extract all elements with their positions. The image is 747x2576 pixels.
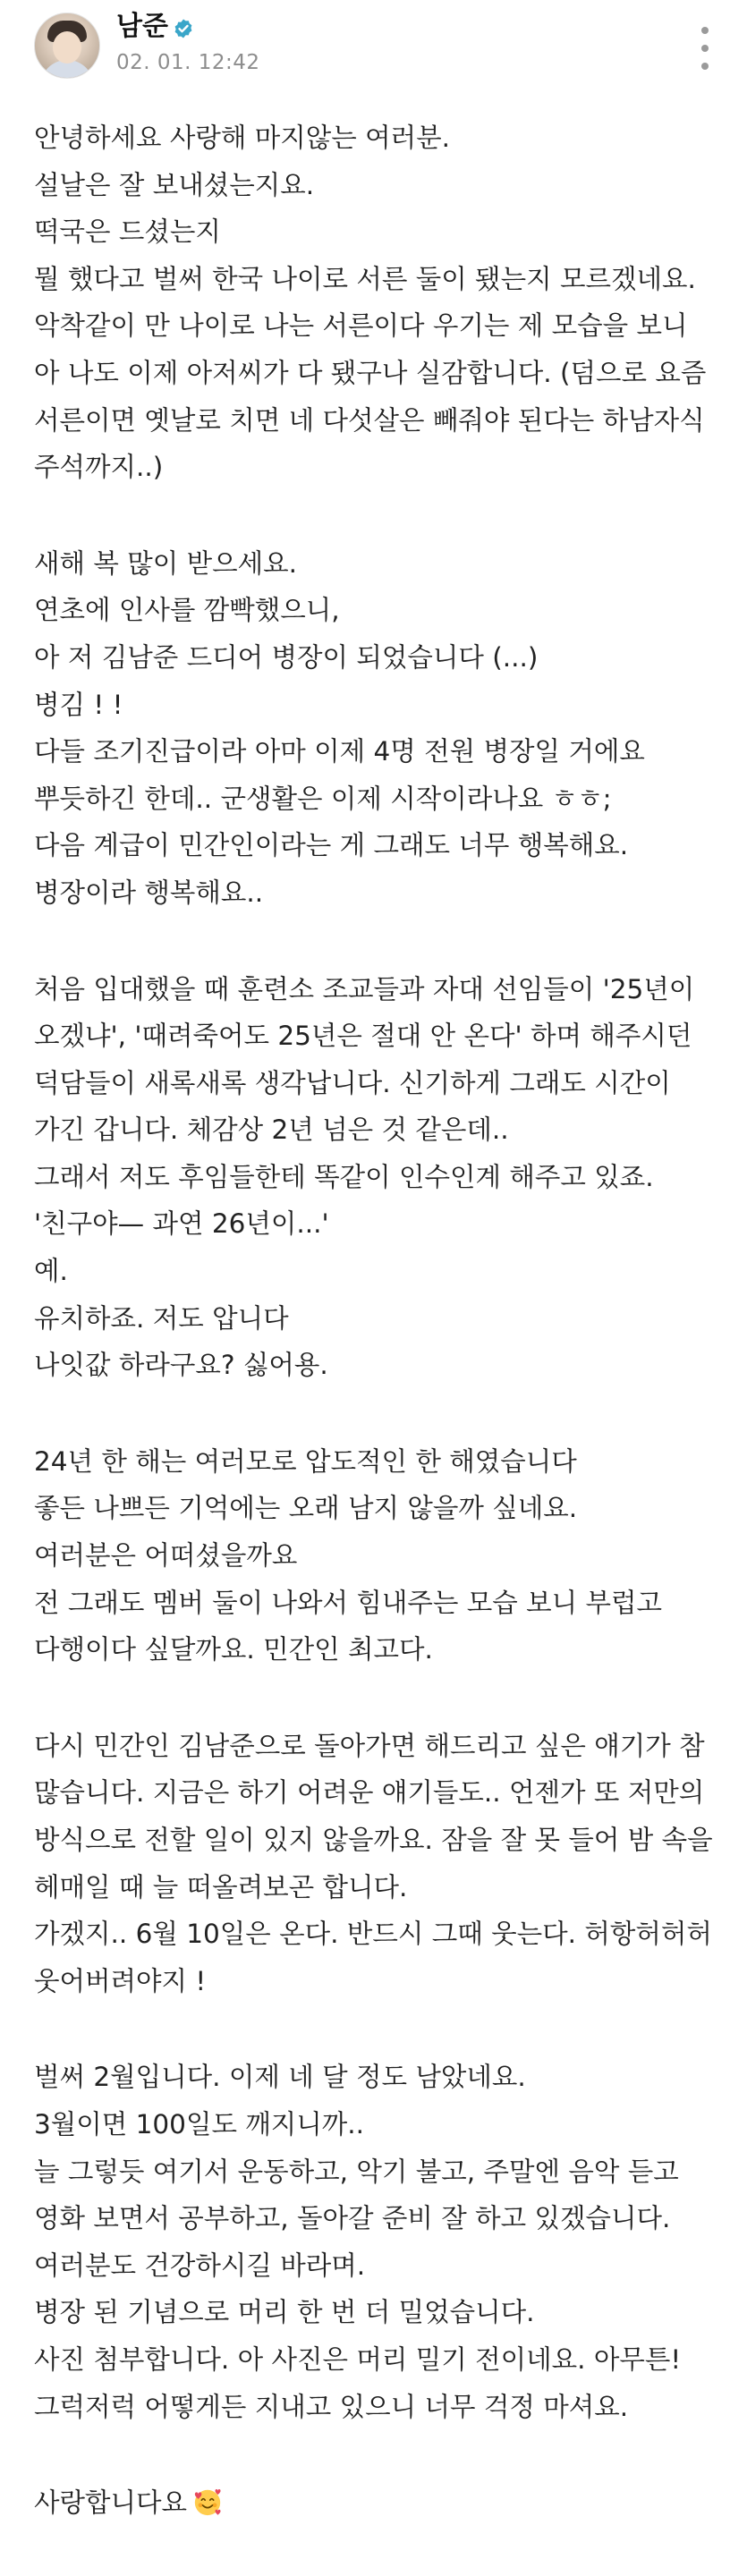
post-text-line — [34, 114, 741, 162]
post-text-line — [34, 397, 741, 445]
post-text-line — [34, 208, 741, 256]
post-paragraph — [34, 2479, 741, 2527]
author-name[interactable]: 남준 — [116, 11, 168, 42]
post-text: 주석까지..) — [34, 452, 164, 483]
post-text-line — [34, 869, 741, 917]
post-text-line — [34, 444, 741, 491]
post-text-line — [34, 1248, 741, 1295]
post-text-line — [34, 1958, 741, 2005]
post-text: 영화 보면서 공부하고, 돌아갈 준비 잘 하고 있겠습니다. — [34, 2203, 671, 2234]
post-paragraph — [34, 1723, 741, 2005]
post-text: 뭘 했다고 벌써 한국 나이로 서른 둘이 됐는지 모르겠네요. — [34, 263, 696, 294]
post-text: 유치하죠. 저도 압니다 — [34, 1302, 289, 1334]
post-text: 늘 그렇듯 여기서 운동하고, 악기 불고, 주말엔 음악 듣고 — [34, 2156, 679, 2187]
post-text-line — [34, 1626, 741, 1674]
post-text: 오겠냐', '때려죽어도 25년은 절대 안 온다' 하며 해주시던 — [34, 1021, 692, 1052]
post-text-line — [34, 162, 741, 209]
post-text-line — [34, 2101, 741, 2148]
post-text-line — [34, 1342, 741, 1389]
post-text: 예. — [34, 1256, 68, 1287]
post-text-line — [34, 1532, 741, 1580]
post-text: 사진 첨부합니다. 아 사진은 머리 밀기 전이네요. 아무튼! — [34, 2343, 682, 2375]
post-text: 연초에 인사를 깜빡했으니, — [34, 595, 340, 626]
post-text-line — [34, 2148, 741, 2196]
post-text-line — [34, 1769, 741, 1817]
post-text: 서른이면 옛날로 치면 네 다섯살은 빼줘야 된다는 하남자식 — [34, 404, 705, 436]
post-text: 악착같이 만 나이로 나는 서른이다 우기는 제 모습을 보니 — [34, 310, 688, 342]
more-options-icon[interactable] — [693, 23, 717, 73]
post-text-line — [34, 1060, 741, 1107]
post-text-line — [34, 822, 741, 869]
post-text: 여러분은 어떠셨을까요 — [34, 1540, 298, 1572]
smiling-face-with-hearts-icon — [192, 2487, 223, 2517]
post-text: '친구야— 과연 26년이...' — [34, 1208, 329, 1240]
verified-badge-icon — [173, 18, 194, 39]
post-text: 아 나도 이제 아저씨가 다 됐구나 실감합니다. (덤으로 요즘 — [34, 357, 707, 388]
post-text: 전 그래도 멤버 둘이 나와서 힘내주는 모습 보니 부럽고 — [34, 1587, 662, 1618]
post-text: 새해 복 많이 받으세요. — [34, 547, 297, 579]
post-text-line — [34, 2479, 741, 2527]
post-text: 다행이다 싶달까요. 민간인 최고다. — [34, 1634, 433, 1665]
post-text-line — [34, 302, 741, 350]
post-text-line — [34, 775, 741, 823]
post-text-line — [34, 350, 741, 397]
post-text-line — [34, 1106, 741, 1154]
post-text: 나잇값 하라구요? 싫어용. — [34, 1350, 328, 1381]
post-text: 가긴 갑니다. 체감상 2년 넘은 것 같은데.. — [34, 1114, 509, 1146]
post-text-line — [34, 1911, 741, 1958]
post-paragraph — [34, 1438, 741, 1674]
post-paragraph — [34, 540, 741, 917]
post-text: 아 저 김남준 드디어 병장이 되었습니다 (...) — [34, 641, 539, 673]
post-paragraph — [34, 966, 741, 1389]
post-text: 그래서 저도 후임들한테 똑같이 인수인계 해주고 있죠. — [34, 1161, 654, 1192]
post-text: 헤매일 때 늘 떠올려보곤 합니다. — [34, 1871, 408, 1902]
post-text: 많습니다. 지금은 하기 어려운 얘기들도.. 언젠가 또 저만의 — [34, 1777, 705, 1809]
post-timestamp: 02. 01. 12:42 — [116, 51, 260, 74]
post-text-line — [34, 2384, 741, 2431]
post-text-line — [34, 2242, 741, 2290]
post-text-line — [34, 2195, 741, 2242]
post-text: 처음 입대했을 때 훈련소 조교들과 자대 선임들이 '25년이 — [34, 973, 695, 1004]
post-text: 뿌듯하긴 한데.. 군생활은 이제 시작이라나요 ㅎㅎ; — [34, 783, 612, 814]
post-text: 여러분도 건강하시길 바라며. — [34, 2250, 366, 2281]
post-text-line — [34, 256, 741, 303]
post-text: 덕담들이 새록새록 생각납니다. 신기하게 그래도 시간이 — [34, 1067, 671, 1098]
post-text: 웃어버려야지 ! — [34, 1965, 207, 1996]
post-text-line — [34, 728, 741, 775]
post-text: 설날은 잘 보내셨는지요. — [34, 169, 315, 200]
post-text: 가겠지.. 6월 10일은 온다. 반드시 그때 웃는다. 허항허허허 — [34, 1919, 712, 1950]
post-text-line — [34, 1154, 741, 1201]
post-text: 좋든 나쁘든 기억에는 오래 남지 않을까 싶네요. — [34, 1493, 578, 1524]
post-text: 그럭저럭 어떻게든 지내고 있으니 너무 걱정 마셔요. — [34, 2391, 629, 2422]
post-text-line — [34, 1580, 741, 1627]
post-text-line — [34, 1817, 741, 1864]
post-text-line — [34, 634, 741, 682]
post-text: 다음 계급이 민간인이라는 게 그래도 너무 행복해요. — [34, 830, 629, 861]
post-text-line — [34, 1723, 741, 1770]
post-text: 사랑합니다요 — [34, 2487, 187, 2519]
post-text-line — [34, 2289, 741, 2336]
post-text: 병장 된 기념으로 머리 한 번 더 밀었습니다. — [34, 2297, 535, 2328]
post-text-line — [34, 1864, 741, 1911]
post-text: 벌써 2월입니다. 이제 네 달 정도 남았네요. — [34, 2062, 526, 2093]
post-body — [34, 114, 741, 2576]
post-text: 안녕하세요 사랑해 마지않는 여러분. — [34, 123, 450, 153]
post-text-line — [34, 682, 741, 729]
post-text: 병김 ! ! — [34, 689, 123, 720]
post-text: 다시 민간인 김남준으로 돌아가면 해드리고 싶은 얘기가 참 — [34, 1730, 705, 1761]
post-text: 다들 조기진급이라 아마 이제 4명 전원 병장일 거에요 — [34, 736, 645, 767]
post-text-line — [34, 1200, 741, 1248]
post-text-line — [34, 540, 741, 588]
post-text: 병장이라 행복해요.. — [34, 877, 264, 908]
post-text-line — [34, 966, 741, 1013]
post-text-line — [34, 1295, 741, 1343]
post-text-line — [34, 1013, 741, 1060]
post-text-line — [34, 2336, 741, 2384]
avatar[interactable] — [34, 13, 100, 79]
post-text-line — [34, 2054, 741, 2101]
post-text-line — [34, 1438, 741, 1486]
post-text-line — [34, 587, 741, 634]
post-text: 3월이면 100일도 깨지니까.. — [34, 2108, 365, 2140]
post-paragraph — [34, 114, 741, 491]
post-text: 24년 한 해는 여러모로 압도적인 한 해였습니다 — [34, 1445, 577, 1477]
post-text: 떡국은 드셨는지 — [34, 216, 221, 248]
post-text-line — [34, 1485, 741, 1532]
post-paragraph — [34, 2054, 741, 2430]
post-text: 방식으로 전할 일이 있지 않을까요. 잠을 잘 못 들어 밤 속을 — [34, 1825, 713, 1855]
post-header — [0, 0, 747, 98]
